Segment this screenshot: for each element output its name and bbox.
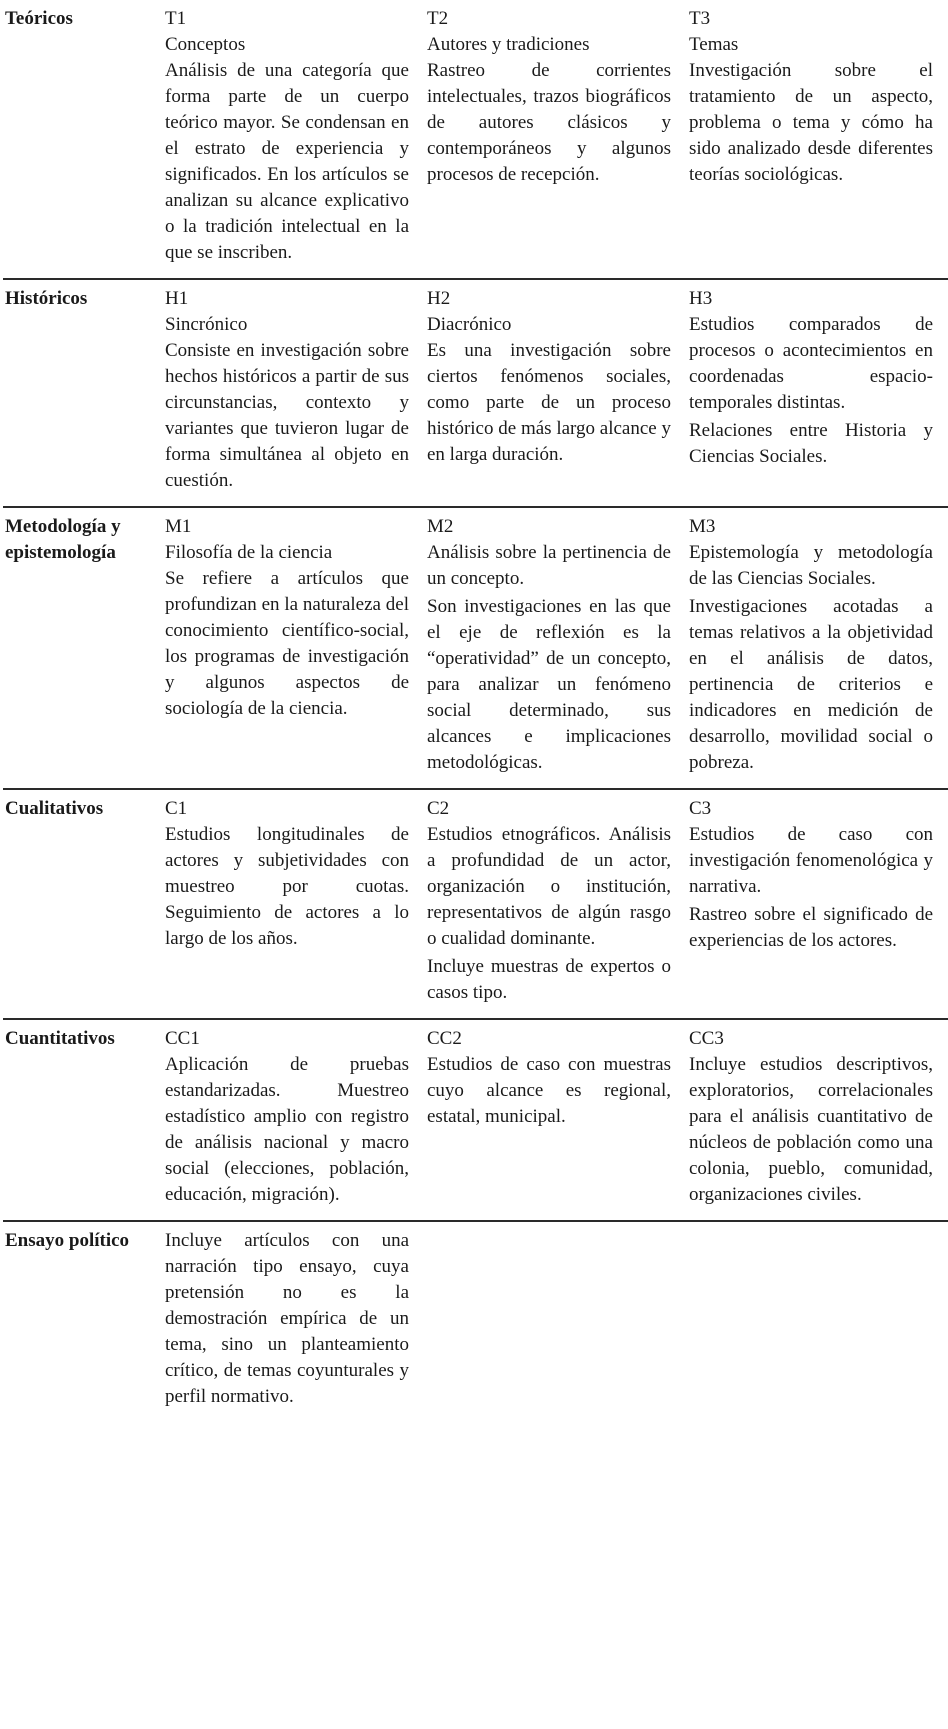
table-cell	[165, 286, 427, 506]
cell-description: Análisis sobre la pertinencia de un concepto.	[427, 542, 671, 589]
table-cell	[165, 796, 427, 1018]
cell-code: M1	[165, 516, 192, 537]
cell-code: H3	[689, 288, 713, 309]
table-cell	[689, 6, 948, 278]
table-cell	[689, 286, 948, 506]
table-row	[3, 280, 948, 508]
classification-table	[3, 0, 948, 1422]
category-label: Históricos	[5, 288, 88, 309]
cell-code: M2	[427, 516, 454, 537]
table-cell	[427, 796, 689, 1018]
cell-subtitle: Diacrónico	[427, 314, 512, 335]
cell-code: C2	[427, 798, 450, 819]
cell-code: T3	[689, 8, 711, 29]
cell-description: Rastreo sobre el significado de experiencias de los actores.	[689, 904, 933, 951]
cell-code: CC2	[427, 1028, 462, 1049]
cell-description: Se refiere a artículos que profundizan en la naturaleza del conocimiento científico-social, los programas de investigación y algunos aspectos de sociología de la ciencia.	[165, 568, 409, 719]
cell-description: Estudios etnográficos. Análisis a profundidad de un actor, organización o institución, representativos de algún rasgo o cualidad dominante.	[427, 824, 671, 949]
cell-subtitle: Conceptos	[165, 34, 246, 55]
cell-code: H1	[165, 288, 189, 309]
category-label: Metodología y epistemología	[5, 516, 121, 563]
cell-description: Estudios de caso con muestras cuyo alcance es regional, estatal, municipal.	[427, 1054, 671, 1127]
cell-description: Rastreo de corrientes intelectuales, trazos biográficos de autores clásicos y contemporáneos y algunos procesos de recepción.	[427, 60, 671, 185]
cell-description: Incluye estudios descriptivos, exploratorios, correlacionales para el análisis cuantitativo de núcleos de población como una colonia, pueblo, comunidad, organizaciones civiles.	[689, 1054, 933, 1205]
table-cell	[165, 1026, 427, 1220]
cell-description: Análisis de una categoría que forma parte de un cuerpo teórico mayor. Se condensan en el estrato de experiencia y significados. En los artículos se analizan su alcance explicativo o la tradición intelectual en la que se inscriben.	[165, 60, 409, 263]
table-cell	[165, 514, 427, 788]
category-label: Cuantitativos	[5, 1028, 115, 1049]
cell-description: Investigaciones acotadas a temas relativos a la objetividad en el análisis de datos, pertinencia de criterios e indicadores en medición de desarrollo, movilidad social o pobreza.	[689, 596, 933, 773]
table-cell	[689, 796, 948, 1018]
category-label: Teóricos	[5, 8, 73, 29]
cell-code: CC3	[689, 1028, 724, 1049]
cell-description: Epistemología y metodología de las Ciencias Sociales.	[689, 542, 933, 589]
cell-description: Investigación sobre el tratamiento de un aspecto, problema o tema y cómo ha sido analizado desde diferentes teorías sociológicas.	[689, 60, 933, 185]
table-cell	[427, 1026, 689, 1220]
cell-subtitle: Temas	[689, 34, 739, 55]
table-row	[3, 1020, 948, 1222]
table-cell	[165, 6, 427, 278]
table-row	[3, 508, 948, 790]
cell-description: Incluye muestras de expertos o casos tipo.	[427, 956, 671, 1003]
table-cell	[427, 286, 689, 506]
table-row	[3, 1222, 948, 1422]
cell-description: Son investigaciones en las que el eje de reflexión es la “operatividad” de un concepto, para analizar un fenómeno social determinado, sus alcances e implicaciones metodológicas.	[427, 596, 671, 773]
cell-code: T2	[427, 8, 449, 29]
table-cell	[427, 514, 689, 788]
cell-subtitle: Autores y tradiciones	[427, 34, 590, 55]
cell-description: Consiste en investigación sobre hechos históricos a partir de sus circunstancias, contexto y variantes que tuvieron lugar de forma simultánea al objeto en cuestión.	[165, 340, 409, 491]
cell-description: Relaciones entre Historia y Ciencias Sociales.	[689, 420, 933, 467]
table-row	[3, 790, 948, 1020]
table-cell	[689, 1026, 948, 1220]
cell-code: CC1	[165, 1028, 200, 1049]
cell-description: Estudios comparados de procesos o acontecimientos en coordenadas espacio-temporales distintas.	[689, 314, 933, 413]
table-row	[3, 0, 948, 280]
cell-subtitle: Filosofía de la ciencia	[165, 542, 333, 563]
cell-code: H2	[427, 288, 451, 309]
cell-description: Estudios longitudinales de actores y subjetividades con muestreo por cuotas. Seguimiento de actores a lo largo de los años.	[165, 824, 409, 949]
cell-code: C3	[689, 798, 712, 819]
cell-code: C1	[165, 798, 188, 819]
cell-description: Estudios de caso con investigación fenomenológica y narrativa.	[689, 824, 933, 897]
category-label: Cualitativos	[5, 798, 104, 819]
table-cell	[427, 6, 689, 278]
cell-description: Aplicación de pruebas estandarizadas. Muestreo estadístico amplio con registro de análisis nacional y macro social (elecciones, población, educación, migración).	[165, 1054, 409, 1205]
cell-code: M3	[689, 516, 716, 537]
table-cell	[165, 1228, 427, 1422]
cell-subtitle: Sincrónico	[165, 314, 248, 335]
table-cell	[689, 514, 948, 788]
cell-code: T1	[165, 8, 187, 29]
category-label: Ensayo político	[5, 1230, 130, 1251]
cell-description: Incluye artículos con una narración tipo ensayo, cuya pretensión no es la demostración empírica de un tema, sino un planteamiento crítico, de temas coyunturales y perfil normativo.	[165, 1230, 409, 1407]
cell-description: Es una investigación sobre ciertos fenómenos sociales, como parte de un proceso histórico de más largo alcance y en larga duración.	[427, 340, 671, 465]
